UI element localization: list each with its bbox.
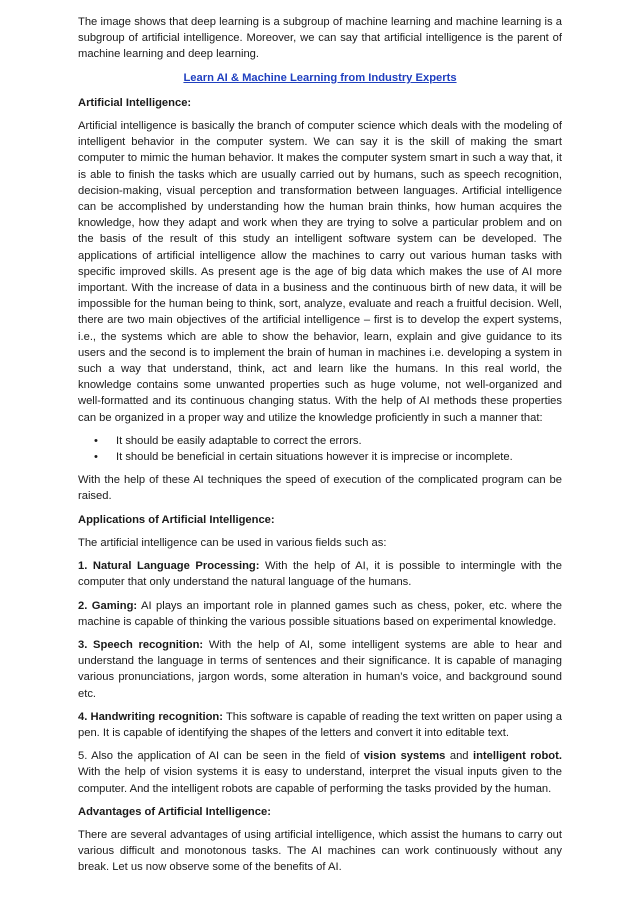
application-text: 5. Also the application of AI can be seen in the field of: [78, 750, 364, 763]
link-line: [78, 70, 562, 86]
application-item-nlp: [78, 558, 562, 590]
bullet-text: It should be easily adaptable to correct the errors.: [116, 434, 362, 447]
applications-heading: Applications of Artificial Intelligence:: [78, 513, 275, 526]
intro-paragraph: The image shows that deep learning is a subgroup of machine learning and machine learning is a subgroup of artificial intelligence. Moreover, we can say that artificial intelligence is the parent of machine learning and deep learning.: [78, 16, 562, 61]
list-item: [94, 433, 562, 449]
speed-paragraph: With the help of these AI techniques the speed of execution of the complicated program can be raised.: [78, 474, 562, 503]
vision-systems-term: vision systems: [363, 750, 446, 763]
application-label: 3. Speech recognition:: [78, 638, 204, 651]
bullet-icon: •: [94, 434, 98, 447]
application-text: AI plays an important role in planned games such as chess, poker, etc. where the machine is capable of thinking the various possible situations based on experimental knowledge.: [78, 599, 563, 628]
application-item-handwriting: [78, 709, 562, 741]
application-item-gaming: [78, 598, 562, 630]
application-item-speech: [78, 637, 562, 702]
list-item: [94, 449, 562, 465]
ai-heading: Artificial Intelligence:: [78, 96, 192, 109]
application-label: 2. Gaming:: [78, 599, 138, 612]
application-label: 4. Handwriting recognition:: [78, 710, 223, 723]
application-item-vision: [78, 748, 562, 797]
advantages-paragraph: There are several advantages of using artificial intelligence, which assist the humans to carry out various difficult and monotonous tasks. The AI machines can work continuously without any break. Let us now observe some of the benefits of AI.: [78, 828, 562, 874]
learn-ai-link[interactable]: Learn AI & Machine Learning from Industry Experts: [183, 71, 457, 84]
application-text: With the help of vision systems it is easy to understand, interpret the visual inputs given to the computer. And the intelligent robots are capable of performing the tasks provided by the human.: [78, 766, 562, 795]
application-text: With the help of AI, it is possible to intermingle with the computer that only understand the natural language of the humans.: [78, 560, 563, 589]
application-text: and: [445, 750, 473, 763]
intelligent-robot-term: intelligent robot.: [472, 750, 562, 763]
application-text: With the help of AI, some intelligent systems are able to hear and understand the language in terms of sentences and their significance. It is capable of managing various pronunciations, jargon words, some alteration in human’s voice, and background sound etc.: [78, 638, 563, 700]
applications-intro: The artificial intelligence can be used in various fields such as:: [78, 536, 387, 549]
advantages-heading: Advantages of Artificial Intelligence:: [78, 805, 271, 818]
ai-paragraph: Artificial intelligence is basically the branch of computer science which deals with the modeling of intelligent behavior in the computer system. We can say it is the skill of making the smart computer to mimic the human behavior. It makes the computer system smart in such a way that, it is able to finish the tasks which are usually carried out by humans, such as speech recognition, decision-making, visual perception and transformation between languages. Artificial intelligence can be accomplished by understanding how the human brain thinks, how human acquires the knowledge, how they adapt and work when they are trying to solve a particular problem and on the basis of the result of this study an intelligent software system can be developed. The applications of artificial intelligence allow the machines to carry out various human tasks with specific improved skills. As present age is the age of big data which makes the use of AI more important. With the increase of data in a business and the continuous birth of new data, it will be impossible for the human being to think, sort, analyze, evaluate and reach a fruitful decision. Well, there are two main objectives of the artificial intelligence – first is to develop the expert systems, i.e., the systems which are able to show the behavior, learn, explain and give guidance to its users and the second is to implement the brain of human in machines i.e. developing a system in such a way that understand, think, act and learn like the humans. In this real world, the knowledge contains some unwanted properties such as huge volume, not well-organized and well-formatted and its continuous changing status. With the help of AI methods these properties can be organized in a proper way and utilize the knowledge proficiently in such a manner that:: [78, 120, 562, 424]
bullet-text: It should be beneficial in certain situations however it is imprecise or incomplete.: [116, 451, 513, 464]
ai-bullet-list: [78, 433, 562, 465]
application-label: 1. Natural Language Processing:: [78, 560, 260, 573]
bullet-icon: •: [94, 451, 98, 464]
application-text: This software is capable of reading the text written on paper using a pen. It is capable of identifying the shapes of the letters and convert it into editable text.: [78, 710, 562, 739]
